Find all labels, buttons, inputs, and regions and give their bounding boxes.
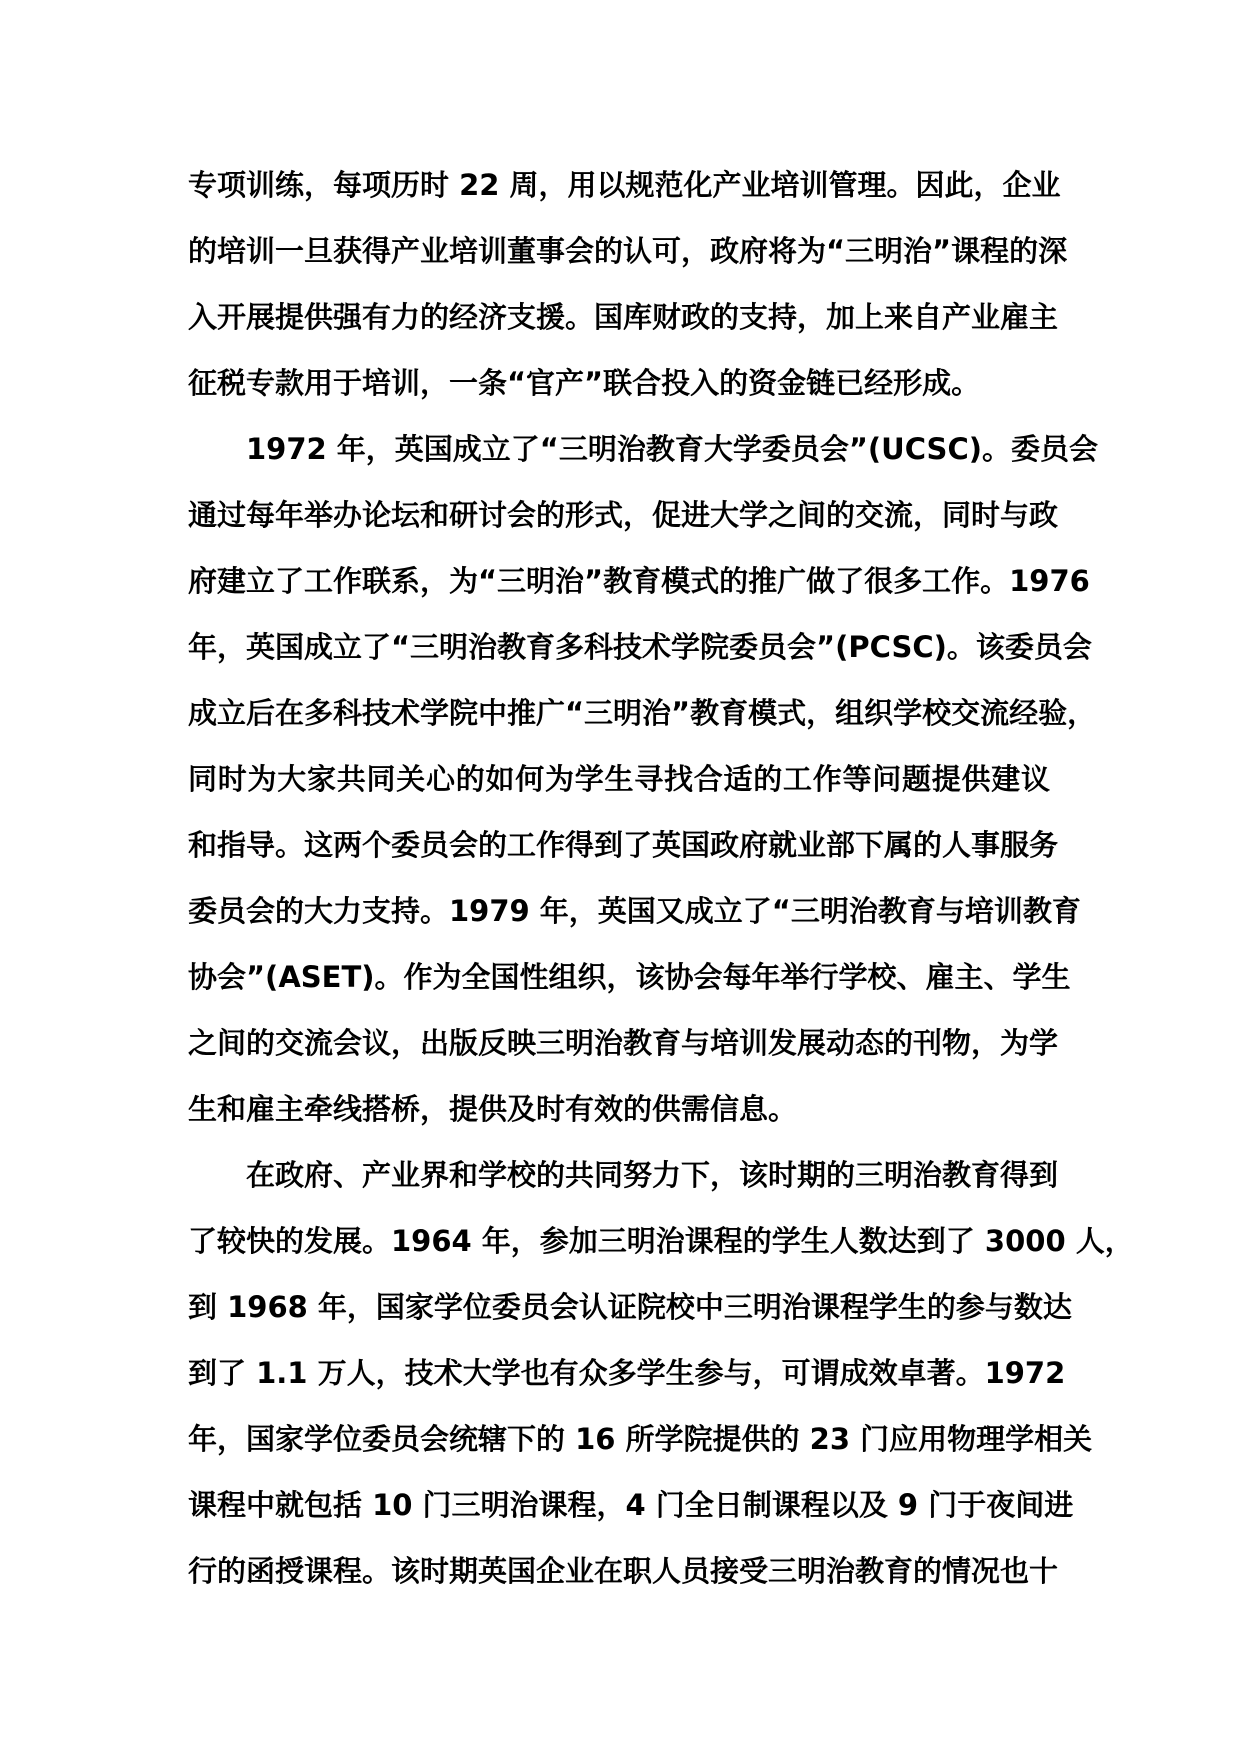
body-text [188, 152, 1134, 1604]
text-line: 年，国家学位委员会统辖下的 16 所学院提供的 23 门应用物理学相关 [188, 1422, 1093, 1456]
text-line: 生和雇主牵线搭桥，提供及时有效的供需信息。 [188, 1092, 798, 1126]
text-line: 和指导。这两个委员会的工作得到了英国政府就业部下属的人事服务 [188, 828, 1059, 862]
text-line: 行的函授课程。该时期英国企业在职人员接受三明治教育的情况也十 [188, 1554, 1059, 1588]
text-line: 通过每年举办论坛和研讨会的形式，促进大学之间的交流，同时与政 [188, 498, 1059, 532]
text-line: 专项训练，每项历时 22 周，用以规范化产业培训管理。因此，企业 [188, 168, 1061, 202]
paragraph-first-line: 1972 年，英国成立了“三明治教育大学委员会”(UCSC)。委员会 [246, 432, 1098, 466]
text-line: 之间的交流会议，出版反映三明治教育与培训发展动态的刊物，为学 [188, 1026, 1059, 1060]
text-line: 入开展提供强有力的经济支援。国库财政的支持，加上来自产业雇主 [188, 300, 1059, 334]
text-line: 征税专款用于培训，一条“官产”联合投入的资金链已经形成。 [188, 366, 981, 400]
text-line: 了较快的发展。1964 年，参加三明治课程的学生人数达到了 3000 人， [188, 1224, 1134, 1258]
text-line: 到 1968 年，国家学位委员会认证院校中三明治课程学生的参与数达 [188, 1290, 1072, 1324]
text-line: 府建立了工作联系，为“三明治”教育模式的推广做了很多工作。1976 [188, 564, 1090, 598]
text-line: 到了 1.1 万人，技术大学也有众多学生参与，可谓成效卓著。1972 [188, 1356, 1066, 1390]
text-line: 同时为大家共同关心的如何为学生寻找合适的工作等问题提供建议 [188, 762, 1050, 796]
text-line: 课程中就包括 10 门三明治课程，4 门全日制课程以及 9 门于夜间进 [188, 1488, 1074, 1522]
paragraph-first-line: 在政府、产业界和学校的共同努力下，该时期的三明治教育得到 [246, 1158, 1059, 1192]
text-line: 年，英国成立了“三明治教育多科技术学院委员会”(PCSC)。该委员会 [188, 630, 1092, 664]
text-line: 的培训一旦获得产业培训董事会的认可，政府将为“三明治”课程的深 [188, 234, 1068, 268]
text-line: 成立后在多科技术学院中推广“三明治”教育模式，组织学校交流经验， [188, 696, 1097, 730]
text-line: 协会”(ASET)。作为全国性组织，该协会每年举行学校、雇主、学生 [188, 960, 1071, 994]
text-line: 委员会的大力支持。1979 年，英国又成立了“三明治教育与培训教育 [188, 894, 1081, 928]
